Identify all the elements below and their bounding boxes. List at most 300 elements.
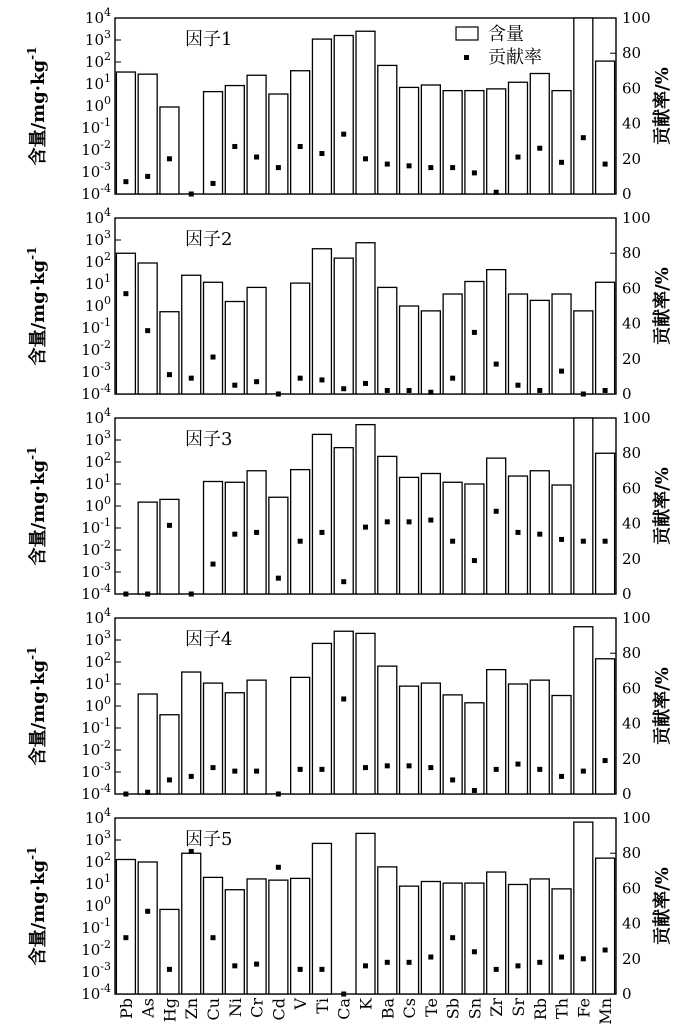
content-bar [596, 659, 615, 794]
content-bar [400, 306, 419, 394]
panel-3 [25, 406, 673, 603]
right-tick-label: 40 [622, 914, 642, 933]
contribution-point [428, 955, 433, 960]
contribution-point [232, 532, 237, 537]
right-tick-label: 20 [622, 949, 642, 968]
contribution-point [123, 179, 128, 184]
contribution-point [341, 579, 346, 584]
left-tick-label: $10^{-3}$ [81, 960, 111, 981]
content-bar [465, 484, 484, 594]
category-label: Th [552, 998, 572, 1019]
content-bar [247, 680, 266, 794]
right-tick-label: 80 [622, 644, 642, 663]
contribution-point [363, 963, 368, 968]
contribution-point [254, 155, 259, 160]
left-tick-label: $10^1$ [84, 272, 111, 293]
content-bar [443, 91, 462, 194]
left-tick-label: $10^{-4}$ [81, 182, 111, 203]
contribution-point [298, 967, 303, 972]
content-bar [160, 312, 179, 394]
content-bar [400, 886, 419, 994]
content-bar [356, 31, 375, 194]
contribution-point [341, 386, 346, 391]
category-label: Rb [530, 998, 550, 1021]
contribution-point [581, 392, 586, 397]
contribution-point [211, 181, 216, 186]
contribution-point [319, 767, 324, 772]
contribution-point [232, 144, 237, 149]
content-bar [356, 425, 375, 594]
contribution-point [254, 962, 259, 967]
left-tick-label: $10^{-1}$ [81, 516, 111, 537]
content-bar [247, 879, 266, 994]
panel-title: 因子3 [185, 429, 233, 450]
contribution-point [167, 523, 172, 528]
contribution-point [363, 381, 368, 386]
category-label: Fe [574, 998, 594, 1018]
contribution-point [581, 539, 586, 544]
left-tick-label: $10^3$ [84, 28, 111, 49]
right-tick-label: 60 [622, 79, 642, 98]
left-tick-label: $10^1$ [84, 472, 111, 493]
contribution-point [298, 144, 303, 149]
contribution-point [472, 558, 477, 563]
category-label: Mn [596, 998, 616, 1025]
contribution-point [407, 519, 412, 524]
contribution-point [385, 960, 390, 965]
content-bar [334, 36, 353, 194]
right-axis-label: 贡献率/% [652, 667, 673, 745]
contribution-point [428, 390, 433, 395]
contribution-point [167, 777, 172, 782]
category-label: Ca [334, 998, 354, 1020]
contribution-point [232, 963, 237, 968]
content-bar [160, 107, 179, 194]
content-bar [116, 253, 135, 394]
legend-bar-label: 含量 [488, 24, 524, 45]
contribution-point [145, 592, 150, 597]
legend [456, 24, 542, 68]
content-bar [574, 822, 593, 994]
content-bar [487, 270, 506, 394]
content-bar [508, 294, 527, 394]
contribution-point [494, 362, 499, 367]
contribution-point [603, 948, 608, 953]
content-bar [378, 287, 397, 394]
left-tick-label: $10^{-3}$ [81, 360, 111, 381]
left-tick-label: $10^{-2}$ [81, 538, 111, 559]
contribution-point [123, 935, 128, 940]
contribution-point [211, 765, 216, 770]
content-bar [465, 883, 484, 994]
right-tick-label: 0 [622, 185, 632, 203]
left-tick-label: $10^{-4}$ [81, 982, 111, 1003]
content-bar [508, 884, 527, 994]
right-tick-label: 60 [622, 879, 642, 898]
category-label: V [291, 998, 311, 1010]
right-tick-label: 80 [622, 844, 642, 863]
contribution-point [472, 788, 477, 793]
content-bar [378, 456, 397, 594]
content-bar [182, 853, 201, 994]
contribution-point [211, 935, 216, 940]
category-label: Zr [487, 998, 507, 1017]
content-bar [204, 683, 223, 794]
right-tick-label: 20 [622, 149, 642, 168]
content-bar [160, 499, 179, 594]
left-tick-label: $10^2$ [84, 650, 111, 671]
content-bar [225, 86, 244, 194]
left-tick-label: $10^{-2}$ [81, 338, 111, 359]
contribution-point [450, 376, 455, 381]
left-axis-label: 含量$/mg\cdot kg^{-1}$ [25, 446, 49, 566]
content-bar [225, 482, 244, 594]
right-tick-label: 0 [622, 985, 632, 1003]
left-tick-label: $10^{-1}$ [81, 316, 111, 337]
contribution-point [450, 539, 455, 544]
category-label: Cr [247, 998, 267, 1018]
contribution-point [189, 376, 194, 381]
contribution-point [319, 151, 324, 156]
content-bar [530, 300, 549, 394]
left-tick-label: $10^{-1}$ [81, 116, 111, 137]
contribution-point [494, 509, 499, 514]
content-bar [530, 879, 549, 994]
right-tick-label: 80 [622, 44, 642, 63]
right-tick-label: 80 [622, 444, 642, 463]
content-bar [378, 666, 397, 794]
contribution-point [515, 155, 520, 160]
right-tick-label: 40 [622, 314, 642, 333]
left-tick-label: $10^2$ [84, 250, 111, 271]
category-label: Te [421, 998, 441, 1017]
contribution-point [385, 763, 390, 768]
contribution-point [407, 960, 412, 965]
left-tick-label: $10^{-3}$ [81, 760, 111, 781]
content-bar [225, 890, 244, 994]
contribution-point [581, 135, 586, 140]
right-tick-label: 20 [622, 749, 642, 768]
right-axis-label: 贡献率/% [652, 67, 673, 145]
right-tick-label: 100 [622, 209, 651, 227]
content-bar [334, 448, 353, 594]
right-tick-label: 60 [622, 479, 642, 498]
contribution-point [537, 767, 542, 772]
contribution-point [341, 696, 346, 701]
contribution-point [319, 530, 324, 535]
contribution-point [472, 949, 477, 954]
contribution-point [428, 165, 433, 170]
content-bar [204, 481, 223, 594]
right-tick-label: 100 [622, 9, 651, 27]
contribution-point [603, 388, 608, 393]
content-bar [400, 477, 419, 594]
right-tick-label: 0 [622, 785, 632, 803]
contribution-point [603, 758, 608, 763]
contribution-point [232, 383, 237, 388]
content-bar [596, 282, 615, 394]
left-tick-label: $10^0$ [84, 894, 111, 915]
content-bar [138, 694, 157, 794]
left-tick-label: $10^1$ [84, 72, 111, 93]
left-tick-label: $10^2$ [84, 850, 111, 871]
left-tick-label: $10^{-2}$ [81, 138, 111, 159]
content-bar [334, 258, 353, 394]
content-bar [291, 71, 310, 194]
contribution-point [515, 383, 520, 388]
contribution-point [145, 328, 150, 333]
content-bar [312, 249, 331, 394]
contribution-point [276, 792, 281, 797]
content-bar [291, 677, 310, 794]
right-tick-label: 60 [622, 279, 642, 298]
content-bar [138, 862, 157, 994]
left-tick-label: $10^2$ [84, 50, 111, 71]
content-bar [204, 92, 223, 194]
content-bar [465, 703, 484, 794]
right-tick-label: 20 [622, 349, 642, 368]
contribution-point [145, 909, 150, 914]
contribution-point [515, 530, 520, 535]
category-label: Sb [443, 998, 463, 1020]
contribution-point [537, 146, 542, 151]
contribution-point [254, 769, 259, 774]
content-bar [334, 631, 353, 794]
content-bar [400, 686, 419, 794]
panel-5 [25, 806, 673, 1003]
contribution-point [428, 518, 433, 523]
contribution-point [428, 765, 433, 770]
panel-title: 因子2 [185, 229, 233, 250]
contribution-point [123, 592, 128, 597]
contribution-point [472, 170, 477, 175]
left-tick-label: $10^4$ [84, 206, 111, 227]
right-tick-label: 40 [622, 514, 642, 533]
contribution-point [211, 562, 216, 567]
contribution-point [232, 769, 237, 774]
right-tick-label: 80 [622, 244, 642, 263]
contribution-point [494, 767, 499, 772]
content-bar [421, 881, 440, 994]
contribution-point [189, 774, 194, 779]
content-bar [225, 302, 244, 394]
content-bar [596, 453, 615, 594]
contribution-point [537, 388, 542, 393]
left-tick-label: $10^{-2}$ [81, 738, 111, 759]
contribution-point [363, 156, 368, 161]
content-bar [269, 94, 288, 194]
panel-1 [25, 6, 673, 203]
left-tick-label: $10^0$ [84, 494, 111, 515]
content-bar [116, 859, 135, 994]
contribution-point [254, 379, 259, 384]
content-bar [508, 476, 527, 594]
left-tick-label: $10^3$ [84, 228, 111, 249]
content-bar [400, 87, 419, 194]
content-bar [487, 89, 506, 194]
left-tick-label: $10^1$ [84, 672, 111, 693]
right-tick-label: 20 [622, 549, 642, 568]
contribution-point [167, 372, 172, 377]
content-bar [574, 311, 593, 394]
contribution-point [494, 190, 499, 195]
category-label: Cu [204, 998, 224, 1021]
contribution-point [515, 963, 520, 968]
contribution-point [319, 967, 324, 972]
right-tick-label: 100 [622, 809, 651, 827]
left-tick-label: $10^4$ [84, 406, 111, 427]
content-bar [291, 878, 310, 994]
content-bar [269, 880, 288, 994]
contribution-point [298, 376, 303, 381]
contribution-point [450, 777, 455, 782]
panel-title: 因子5 [185, 829, 233, 850]
content-bar [596, 61, 615, 194]
content-bar [552, 696, 571, 794]
contribution-point [363, 765, 368, 770]
contribution-point [167, 967, 172, 972]
content-bar [574, 418, 593, 594]
right-tick-label: 40 [622, 114, 642, 133]
category-label: Ti [312, 998, 332, 1014]
panel-title: 因子4 [185, 629, 233, 650]
content-bar [421, 474, 440, 594]
content-bar [552, 294, 571, 394]
contribution-point [559, 774, 564, 779]
content-bar [530, 74, 549, 194]
contribution-point [123, 792, 128, 797]
category-label: Sr [508, 998, 528, 1017]
contribution-point [407, 163, 412, 168]
content-bar [596, 858, 615, 994]
contribution-point [559, 955, 564, 960]
panel-2 [25, 206, 673, 403]
content-bar [465, 91, 484, 194]
contribution-point [581, 769, 586, 774]
category-label: Cs [400, 998, 420, 1019]
contribution-point [450, 165, 455, 170]
category-label: Zn [182, 998, 202, 1020]
right-tick-label: 0 [622, 385, 632, 403]
content-bar [487, 872, 506, 994]
left-tick-label: $10^2$ [84, 450, 111, 471]
content-bar [225, 693, 244, 794]
legend-point-label: 贡献率 [488, 47, 542, 68]
contribution-point [341, 132, 346, 137]
content-bar [508, 684, 527, 794]
content-bar [291, 470, 310, 594]
contribution-point [494, 967, 499, 972]
contribution-point [407, 763, 412, 768]
content-bar [116, 72, 135, 194]
right-tick-label: 40 [622, 714, 642, 733]
contribution-point [559, 160, 564, 165]
contribution-point [319, 377, 324, 382]
contribution-point [189, 592, 194, 597]
left-tick-label: $10^3$ [84, 628, 111, 649]
content-bar [160, 909, 179, 994]
panel-title: 因子1 [185, 29, 233, 50]
content-bar [356, 833, 375, 994]
left-tick-label: $10^4$ [84, 606, 111, 627]
left-tick-label: $10^{-4}$ [81, 782, 111, 803]
right-tick-label: 0 [622, 585, 632, 603]
category-label: K [356, 998, 376, 1010]
contribution-point [145, 174, 150, 179]
left-axis-label: 含量$/mg\cdot kg^{-1}$ [25, 846, 49, 966]
contribution-point [298, 539, 303, 544]
contribution-point [341, 992, 346, 997]
left-tick-label: $10^{-2}$ [81, 938, 111, 959]
category-label: Hg [160, 998, 180, 1023]
content-bar [508, 82, 527, 194]
content-bar [356, 243, 375, 394]
contribution-point [603, 162, 608, 167]
contribution-point [515, 762, 520, 767]
left-tick-label: $10^1$ [84, 872, 111, 893]
content-bar [378, 867, 397, 994]
contribution-point [167, 156, 172, 161]
right-tick-label: 100 [622, 409, 651, 427]
contribution-point [189, 192, 194, 197]
legend-bar-swatch [456, 27, 478, 40]
contribution-point [276, 392, 281, 397]
right-tick-label: 100 [622, 609, 651, 627]
contribution-point [603, 539, 608, 544]
right-axis-label: 贡献率/% [652, 267, 673, 345]
contribution-point [363, 525, 368, 530]
content-bar [247, 287, 266, 394]
contribution-point [298, 767, 303, 772]
panel-4 [25, 606, 673, 803]
content-bar [312, 434, 331, 594]
category-label: Pb [116, 998, 136, 1020]
right-axis-label: 贡献率/% [652, 867, 673, 945]
contribution-point [385, 162, 390, 167]
content-bar [247, 75, 266, 194]
content-bar [530, 680, 549, 794]
contribution-point [211, 355, 216, 360]
content-bar [487, 458, 506, 594]
content-bar [552, 889, 571, 994]
contribution-point [385, 519, 390, 524]
right-tick-label: 60 [622, 679, 642, 698]
left-tick-label: $10^4$ [84, 6, 111, 27]
content-bar [574, 18, 593, 194]
content-bar [487, 670, 506, 794]
contribution-point [407, 388, 412, 393]
contribution-point [276, 165, 281, 170]
contribution-point [581, 956, 586, 961]
left-tick-label: $10^0$ [84, 694, 111, 715]
left-tick-label: $10^{-3}$ [81, 560, 111, 581]
content-bar [465, 281, 484, 394]
left-tick-label: $10^0$ [84, 94, 111, 115]
left-tick-label: $10^{-1}$ [81, 916, 111, 937]
left-tick-label: $10^3$ [84, 428, 111, 449]
content-bar [138, 502, 157, 594]
contribution-point [537, 960, 542, 965]
content-bar [552, 91, 571, 194]
contribution-point [559, 369, 564, 374]
left-tick-label: $10^{-4}$ [81, 382, 111, 403]
category-label: Cd [269, 998, 289, 1021]
contribution-point [385, 388, 390, 393]
category-label: Sn [465, 998, 485, 1020]
contribution-point [123, 291, 128, 296]
content-bar [312, 39, 331, 194]
content-bar [421, 311, 440, 394]
